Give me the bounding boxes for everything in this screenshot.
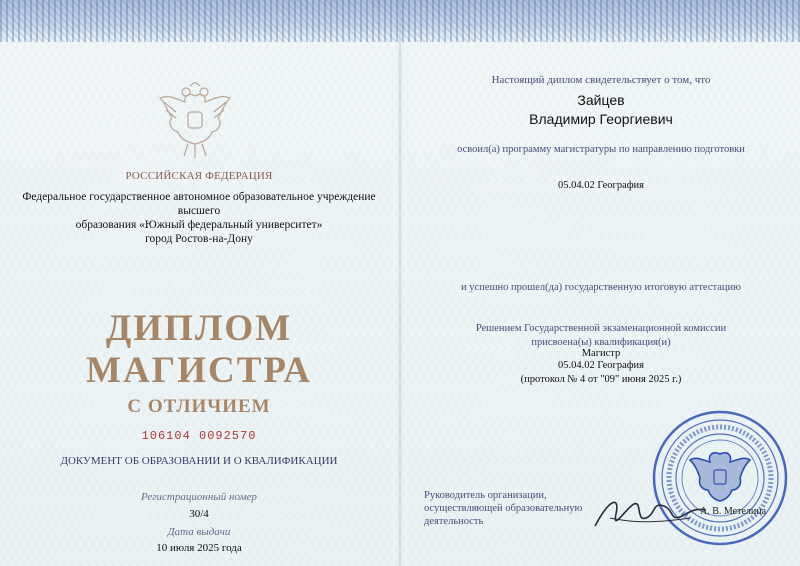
country-name: РОССИЙСКАЯ ФЕДЕРАЦИЯ [125, 170, 273, 182]
certifies-text: Настоящий диплом свидетельствует о том, что [491, 74, 711, 86]
qualification-program: 05.04.02 География [557, 360, 645, 371]
registration-number: 30/4 [189, 508, 209, 520]
serial-number: 106104 0092570 [141, 429, 257, 443]
program-name: 05.04.02 География [557, 180, 645, 191]
attestation-passed-text: и успешно прошел(да) государственную итоговую аттестацию [461, 282, 741, 293]
diploma-title-line-2: МАГИСТРА [86, 350, 312, 391]
registration-number-label: Регистрационный номер [141, 491, 257, 503]
honors-label: С ОТЛИЧИЕМ [127, 396, 271, 417]
mastered-program-text: освоил(а) программу магистратуры по направлению подготовки [457, 144, 745, 155]
document-type: ДОКУМЕНТ ОБ ОБРАЗОВАНИИ И О КВАЛИФИКАЦИИ [60, 455, 338, 467]
institution-line-2: образования «Южный федеральный университет» [75, 219, 323, 231]
diploma-title-line-1: ДИПЛОМ [105, 308, 293, 349]
institution-name [0, 190, 398, 246]
issue-date: 10 июля 2025 года [156, 542, 242, 554]
institution-city: город Ростов-на-Дону [145, 233, 253, 245]
graduate-given-names: Владимир Георгиевич [529, 111, 673, 127]
graduate-surname: Зайцев [577, 92, 625, 108]
commission-decision-line-2: присвоена(ы) квалификация(и) [531, 337, 671, 348]
head-label-line-2: осуществляющей образовательную [424, 503, 583, 514]
signer-name: А. В. Метелица [700, 506, 767, 517]
russian-double-headed-eagle-icon [150, 82, 240, 162]
issue-date-label: Дата выдачи [167, 526, 231, 538]
qualification: Магистр [581, 348, 621, 359]
handwritten-signature-icon [590, 488, 710, 538]
protocol-reference: (протокол № 4 от "09" июня 2025 г.) [520, 374, 682, 385]
head-label-line-3: деятельность [424, 516, 484, 527]
institution-line-1: Федеральное государственное автономное образовательное учреждение высшего [22, 191, 376, 217]
commission-decision-line-1: Решением Государственной экзаменационной комиссии [475, 323, 727, 334]
head-label-line-1: Руководитель организации, [424, 490, 547, 501]
